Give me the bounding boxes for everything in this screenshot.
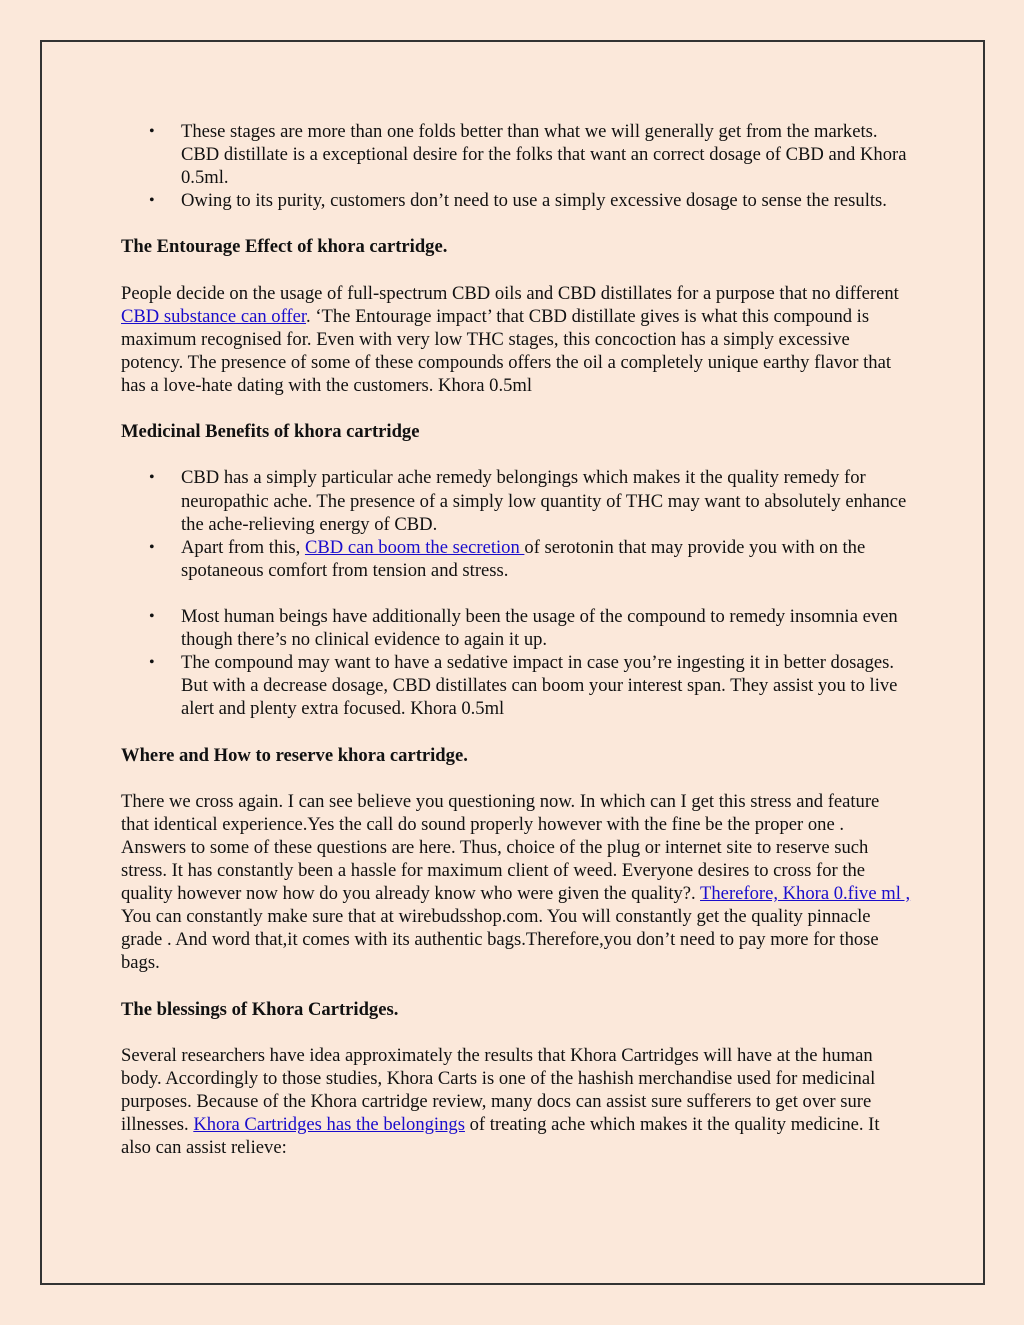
link-khora-belongings[interactable]: Khora Cartridges has the belongings	[193, 1114, 465, 1136]
paragraph-reserve: There we cross again. I can see believe you questioning now. In which can I get this stress and feature that identical experience.Yes the call do sound properly however with the fine be the proper one . Answers to some of these questions are here. Thus, choice of the plug or internet site to reserve such stress. It has constantly been a hassle for maximum client of weed. Everyone desires to cross for the quality however now how do you already know who were given the quality?. Therefore, Khora 0.five ml , You can constantly make sure that at wirebudsshop.com. You will constantly get the quality pinnacle grade . And word that,it comes with its authentic bags.Therefore,you don’t need to pay more for those bags.	[121, 790, 911, 974]
section-heading-entourage: The Entourage Effect of khora cartridge.	[121, 236, 448, 258]
paragraph-blessings: Several researchers have idea approximately the results that Khora Cartridges will have at the human body. Accordingly to those studies, Khora Carts is one of the hashish merchandise used for medicinal purposes. Because of the Khora cartridge review, many docs can assist sure sufferers to get over sure illnesses. Khora Cartridges has the belongings of treating ache which makes it the quality medicine. It also can assist relieve:	[121, 1044, 880, 1159]
link-cbd-substance[interactable]: CBD substance can offer	[121, 305, 307, 327]
section-heading-medicinal: Medicinal Benefits of khora cartridge	[121, 421, 420, 443]
paragraph-entourage: People decide on the usage of full-spectrum CBD oils and CBD distillates for a purpose that no different CBD substance can offer. ‘The Entourage impact’ that CBD distillate gives is what this compound is maximum recognised for. Even with very low THC stages, this concoction has a simply excessive potency. The presence of some of these compounds offers the oil a completely unique earthy flavor that has a love-hate dating with the customers. Khora 0.5ml	[121, 282, 899, 397]
list-item: • Most human beings have additionally been the usage of the compound to remedy insomnia even though there’s no clinical evidence to again it up.	[121, 605, 911, 651]
list-item: • Apart from this, CBD can boom the secretion of serotonin that may provide you with on the spotaneous comfort from tension and stress.	[121, 536, 911, 582]
list-item: • The compound may want to have a sedative impact in case you’re ingesting it in better dosages. But with a decrease dosage, CBD distillates can boom your interest span. They assist you to live alert and plenty extra focused. Khora 0.5ml	[121, 651, 911, 720]
list-item: • Owing to its purity, customers don’t need to use a simply excessive dosage to sense the results.	[121, 189, 911, 212]
list-item: • These stages are more than one folds better than what we will generally get from the markets. CBD distillate is a exceptional desire for the folks that want an correct dosage of CBD and Khora 0.5ml.	[121, 120, 911, 189]
bullet-list-medicinal-more	[121, 605, 911, 720]
link-cbd-secretion[interactable]: CBD can boom the secretion	[304, 536, 525, 558]
link-khora-five-ml[interactable]: Therefore, Khora 0.five ml ,	[700, 883, 911, 905]
section-heading-reserve: Where and How to reserve khora cartridge.	[121, 744, 468, 766]
list-item: • CBD has a simply particular ache remedy belongings which makes it the quality remedy for neuropathic ache. The presence of a simply low quantity of THC may want to absolutely enhance the ache-relieving energy of CBD.	[121, 466, 911, 535]
section-heading-blessings: The blessings of Khora Cartridges.	[121, 998, 399, 1020]
bullet-list-medicinal	[121, 466, 911, 581]
bullet-list-intro	[121, 120, 911, 212]
document-body	[121, 120, 911, 1159]
